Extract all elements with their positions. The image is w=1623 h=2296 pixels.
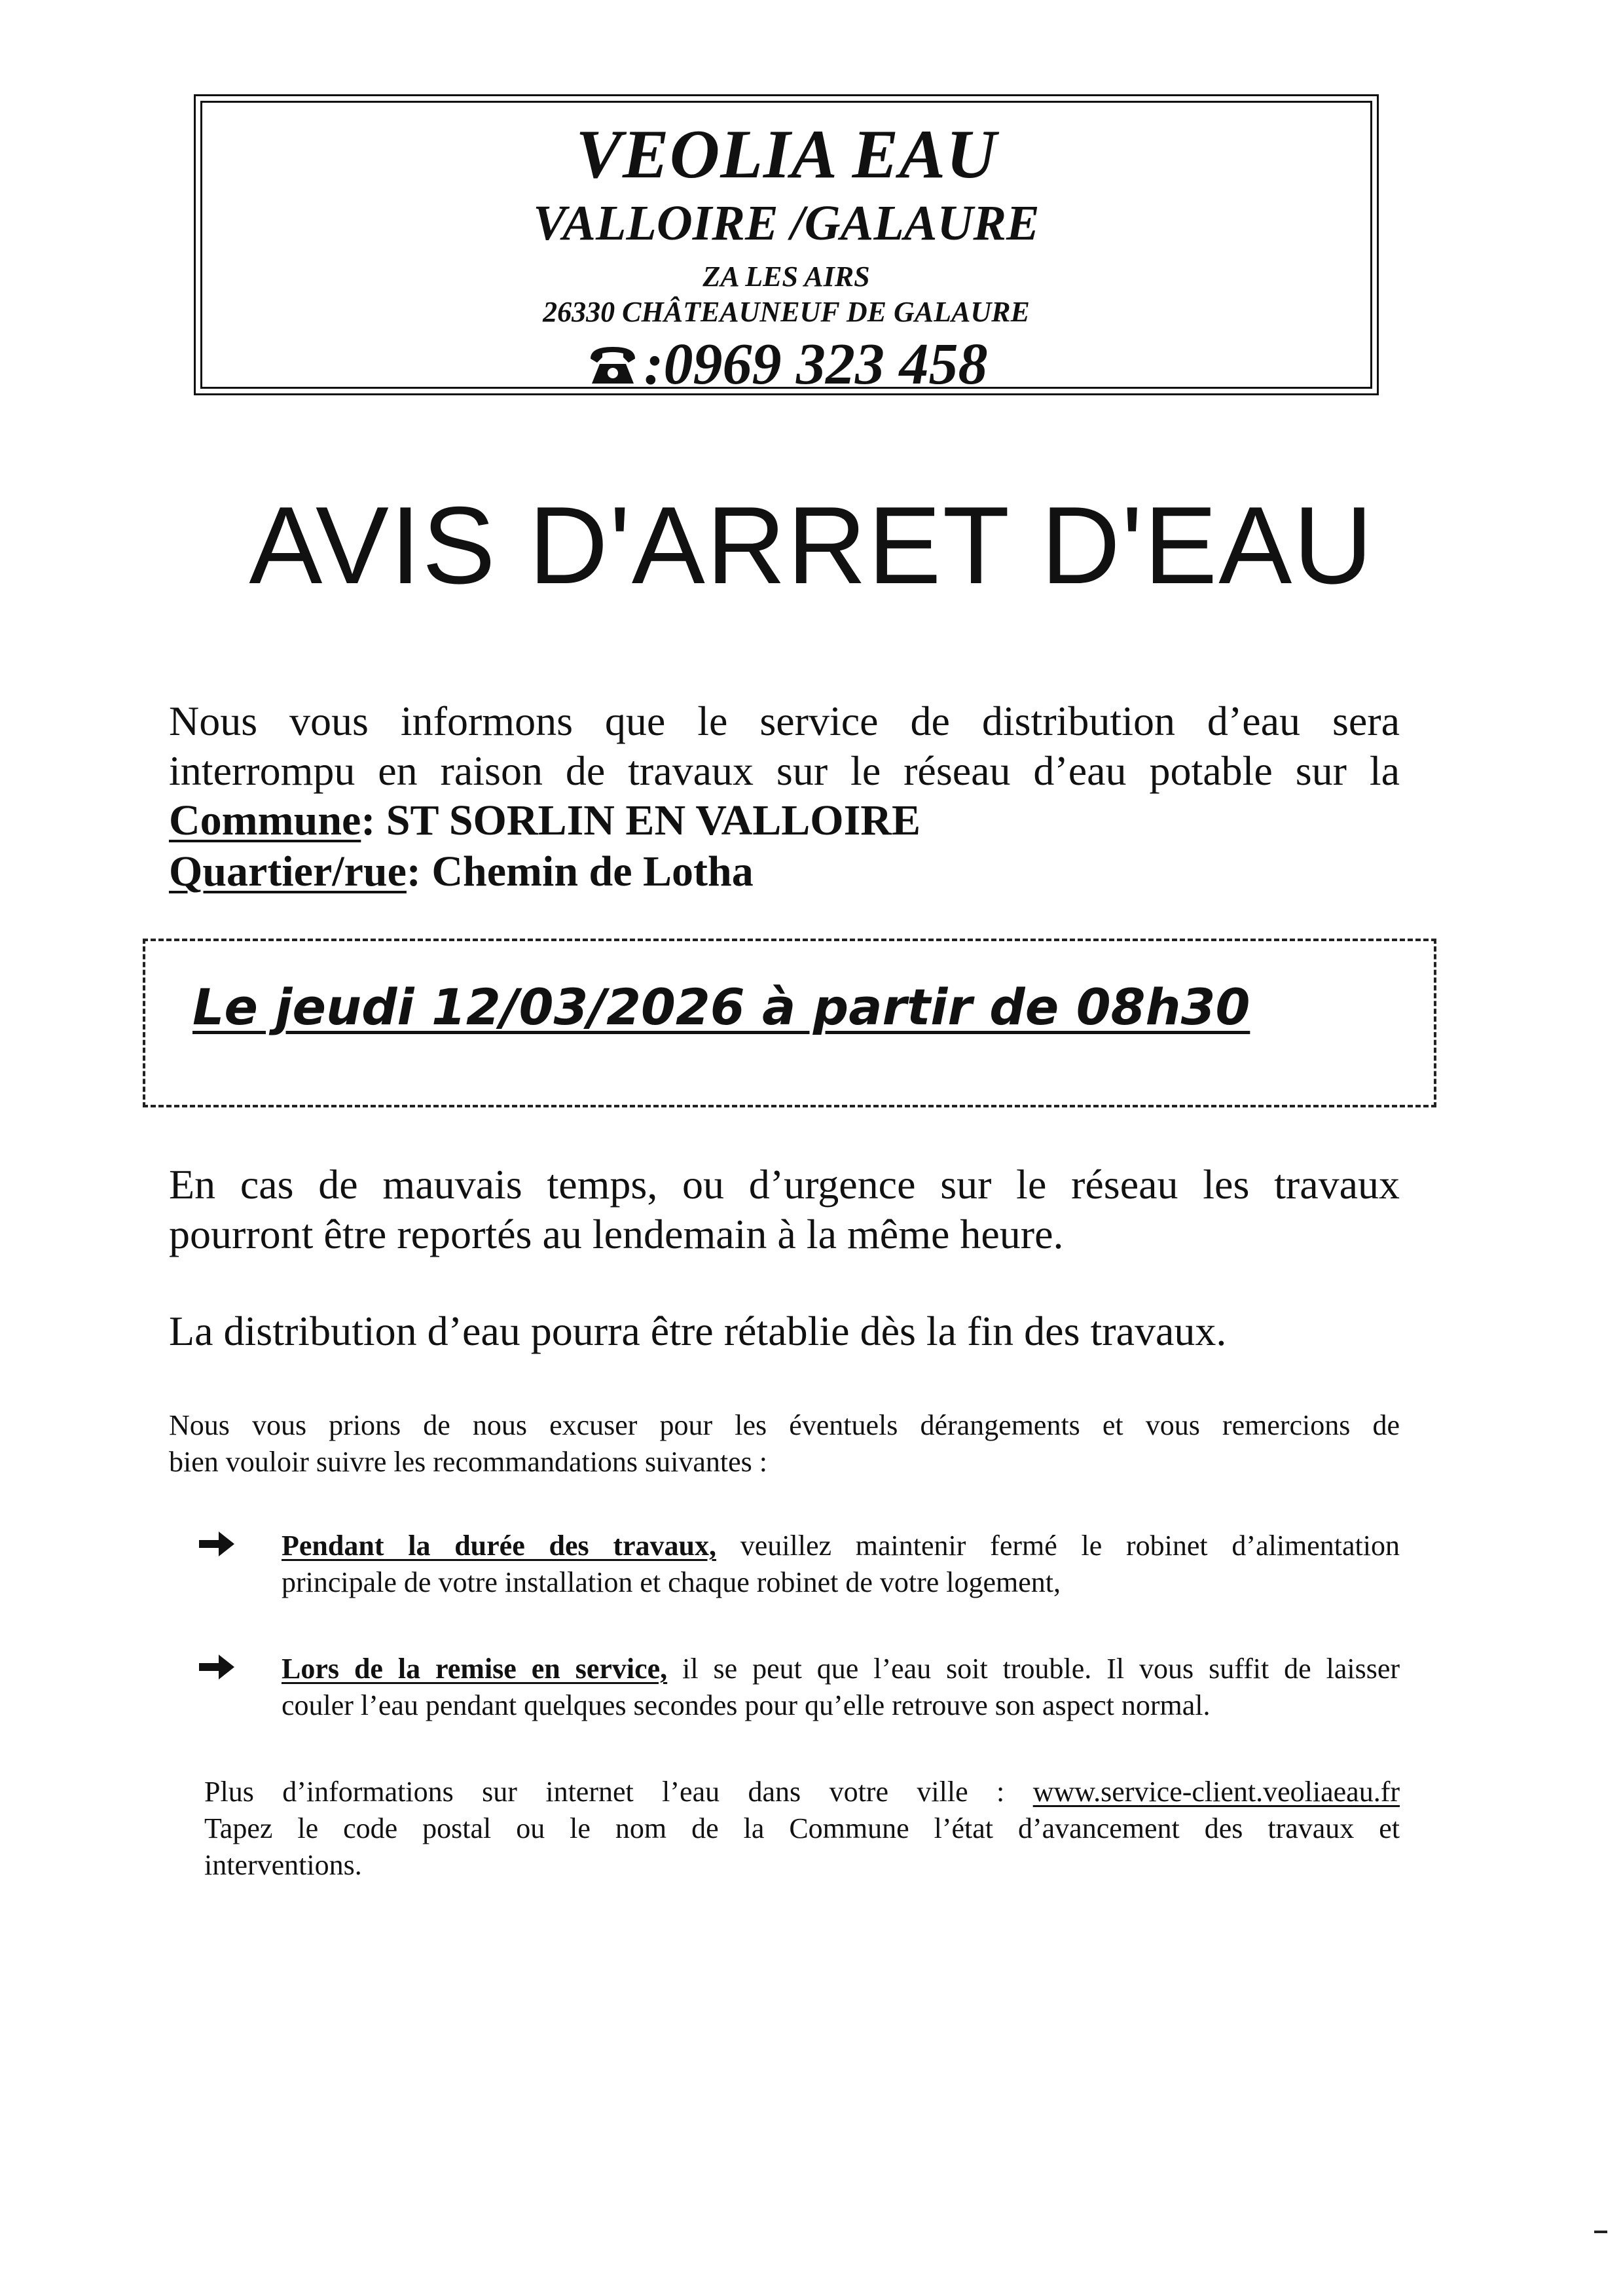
phone-row <box>202 333 1370 396</box>
info-prefix: Plus d’informations sur internet l’eau dans votre ville : <box>204 1776 1033 1808</box>
arrow-right-icon <box>196 1528 237 1560</box>
apology-line-2: bien vouloir suivre les recommandations suivantes : <box>169 1446 768 1478</box>
recommendation-rest: il se peut que l’eau soit trouble. Il vous suffit de laisser <box>667 1653 1400 1685</box>
header-inner-frame <box>200 101 1372 397</box>
quartier-value: : Chemin de Lotha <box>406 848 754 895</box>
intro-line-2: interrompu en raison de travaux sur le réseau d’eau potable sur la <box>169 747 1400 794</box>
recommendation-text <box>282 1651 1400 1724</box>
arrow-right-icon <box>196 1651 237 1683</box>
weather-line-1: En cas de mauvais temps, ou d’urgence sur le réseau les travaux <box>169 1161 1400 1208</box>
recommendation-line-2: principale de votre installation et chaque robinet de votre logement, <box>282 1566 1061 1598</box>
telephone-icon <box>585 342 640 387</box>
intro-paragraph <box>169 696 1400 796</box>
info-paragraph <box>204 1774 1400 1884</box>
weather-line-2: pourront être reportés au lendemain à la même heure. <box>169 1211 1064 1257</box>
recommendation-lead: Pendant la durée des travaux, <box>282 1530 717 1562</box>
commune-value: : ST SORLIN EN VALLOIRE <box>361 797 921 844</box>
restoration-notice: La distribution d’eau pourra être rétablie dès la fin des travaux. <box>169 1308 1227 1354</box>
quartier-row <box>169 847 754 897</box>
recommendation-line-2: couler l’eau pendant quelques secondes pour qu’elle retrouve son aspect normal. <box>282 1689 1211 1721</box>
region-name: VALLOIRE /GALAURE <box>533 196 1040 251</box>
recommendation-text <box>282 1528 1400 1601</box>
zone-name: ZA LES AIRS <box>702 260 870 293</box>
date-notice-box <box>143 939 1436 1107</box>
scan-mark <box>1594 2231 1607 2233</box>
page-title: AVIS D'ARRET D'EAU <box>249 484 1374 607</box>
recommendation-rest: veuillez maintenir fermé le robinet d’alimentation <box>716 1530 1400 1562</box>
info-line-3: interventions. <box>204 1849 362 1881</box>
info-line-2: Tapez le code postal ou le nom de la Commune l’état d’avancement des travaux et <box>204 1812 1400 1844</box>
quartier-label: Quartier/rue <box>169 848 407 895</box>
phone-separator: : <box>644 332 664 397</box>
company-name: VEOLIA EAU <box>575 116 997 192</box>
weather-notice <box>169 1160 1400 1259</box>
commune-label: Commune <box>169 797 361 844</box>
apology-paragraph <box>169 1407 1400 1480</box>
date-notice: Le jeudi 12/03/2026 à partir de 08h30 <box>192 978 1250 1036</box>
commune-row <box>169 796 921 846</box>
apology-line-1: Nous vous prions de nous excuser pour les éventuels dérangements et vous remercions de <box>169 1409 1400 1441</box>
header-box <box>194 94 1379 395</box>
intro-line-1: Nous vous informons que le service de distribution d’eau sera <box>169 698 1400 744</box>
website-link[interactable]: www.service-client.veoliaeau.fr <box>1032 1776 1400 1808</box>
address: 26330 CHÂTEAUNEUF DE GALAURE <box>543 296 1030 328</box>
recommendation-line-1 <box>282 1651 1400 1687</box>
recommendation-line-1 <box>282 1528 1400 1564</box>
recommendation-lead: Lors de la remise en service, <box>282 1653 668 1685</box>
phone-number: 0969 323 458 <box>663 332 988 397</box>
info-line-1 <box>204 1774 1400 1810</box>
